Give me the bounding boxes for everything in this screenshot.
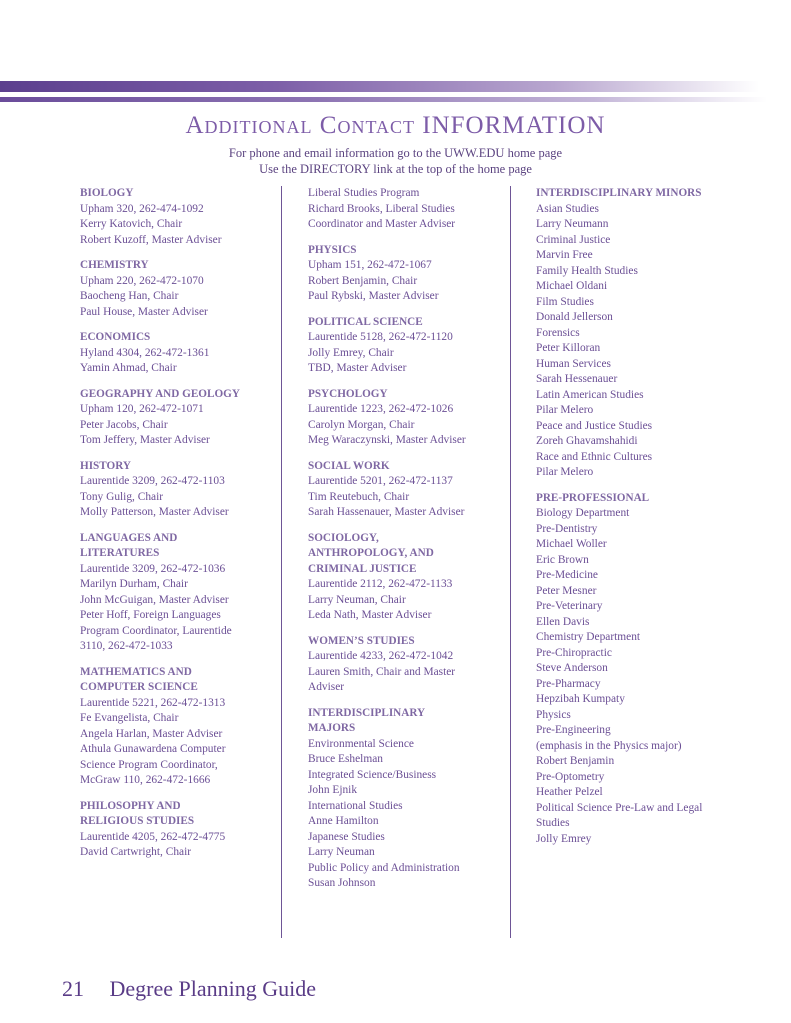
contact-line: Steve Anderson xyxy=(536,662,608,674)
contact-line: Laurentide 2112, 262-472-1133 xyxy=(308,578,453,590)
section-heading: GEOGRAPHY AND GEOLOGY xyxy=(80,387,240,400)
contact-line: Family Health Studies xyxy=(536,264,638,277)
section-heading: HISTORY xyxy=(80,459,132,472)
contact-line: Jolly Emrey, Chair xyxy=(308,346,394,359)
header-band-top xyxy=(0,81,791,92)
column-divider-2 xyxy=(510,186,511,938)
contact-line: Robert Benjamin xyxy=(536,755,615,767)
contact-line: Political Science Pre-Law and Legal xyxy=(536,801,703,814)
contact-line: Eric Brown xyxy=(536,553,589,566)
contact-line: McGraw 110, 262-472-1666 xyxy=(80,774,211,786)
contact-line: Michael Oldani xyxy=(536,280,608,292)
contact-line: Peter Mesner xyxy=(536,584,597,597)
contact-line: 3110, 262-472-1033 xyxy=(80,640,173,652)
contact-line: Tim Reutebuch, Chair xyxy=(308,490,410,503)
contact-line: TBD, Master Adviser xyxy=(308,362,407,374)
contact-line: Tom Jeffery, Master Adviser xyxy=(80,434,210,446)
contact-section xyxy=(536,491,746,848)
contact-section xyxy=(308,459,508,521)
contact-line: Larry Neumann xyxy=(536,218,609,230)
contact-line: Hepzibah Kumpaty xyxy=(536,693,625,705)
contact-line: Upham 220, 262-472-1070 xyxy=(80,274,204,287)
section-heading: PSYCHOLOGY xyxy=(308,387,388,400)
section-heading: LITERATURES xyxy=(80,547,160,559)
contact-line: Japanese Studies xyxy=(308,830,385,843)
contact-line: Leda Nath, Master Adviser xyxy=(308,609,432,621)
contact-line: Film Studies xyxy=(536,295,594,308)
contact-line: Marvin Free xyxy=(536,249,593,261)
contact-line: Tony Gulig, Chair xyxy=(80,490,164,503)
contact-line: Pre-Veterinary xyxy=(536,600,603,612)
contact-line: Pilar Melero xyxy=(536,404,594,416)
contact-line: Anne Hamilton xyxy=(308,815,379,827)
section-heading: BIOLOGY xyxy=(80,187,134,199)
contact-line: Richard Brooks, Liberal Studies xyxy=(308,202,455,215)
contact-line: Ellen Davis xyxy=(536,615,590,628)
contact-section xyxy=(80,799,280,861)
contact-line: (emphasis in the Physics major) xyxy=(536,739,682,752)
page-title: Additional Contact INFORMATION xyxy=(185,112,606,139)
contact-line: Pre-Dentistry xyxy=(536,522,598,535)
contact-section xyxy=(308,706,508,892)
contact-line: Laurentide 4205, 262-472-4775 xyxy=(80,830,226,843)
contact-line: Adviser xyxy=(308,681,345,693)
section-heading: INTERDISCIPLINARY MINORS xyxy=(536,187,702,199)
contact-line: Pre-Medicine xyxy=(536,569,598,581)
contact-line: Laurentide 3209, 262-472-1103 xyxy=(80,475,225,487)
contact-line: Yamin Ahmad, Chair xyxy=(80,362,177,374)
page-footer xyxy=(62,976,316,1002)
section-heading: PHILOSOPHY AND xyxy=(80,799,181,812)
contact-line: Michael Woller xyxy=(536,538,607,550)
contact-line: Studies xyxy=(536,817,570,829)
contact-line: Peace and Justice Studies xyxy=(536,419,653,432)
contact-line: Public Policy and Administration xyxy=(308,861,460,874)
contact-line: Latin American Studies xyxy=(536,388,644,401)
section-heading: ECONOMICS xyxy=(80,331,151,343)
contact-line: Environmental Science xyxy=(308,737,414,750)
contact-line: Donald Jellerson xyxy=(536,311,613,323)
contact-section xyxy=(80,330,280,377)
contact-section xyxy=(308,315,508,377)
section-heading: COMPUTER SCIENCE xyxy=(80,681,198,693)
column-3 xyxy=(536,186,746,857)
section-heading: INTERDISCIPLINARY xyxy=(308,706,426,719)
contact-section xyxy=(80,665,280,789)
contact-line: Larry Neuman, Chair xyxy=(308,593,406,606)
contact-line: Chemistry Department xyxy=(536,631,641,643)
contact-line: Pre-Pharmacy xyxy=(536,677,601,690)
contact-line: Meg Waraczynski, Master Adviser xyxy=(308,434,466,446)
contact-line: Science Program Coordinator, xyxy=(80,758,218,771)
contact-line: International Studies xyxy=(308,799,403,812)
contact-line: Zoreh Ghavamshahidi xyxy=(536,435,638,447)
contact-section xyxy=(80,186,280,248)
contact-line: Hyland 4304, 262-472-1361 xyxy=(80,346,210,359)
contact-line: Upham 320, 262-474-1092 xyxy=(80,202,204,215)
contact-line: Laurentide 1223, 262-472-1026 xyxy=(308,403,454,415)
contact-line: Sarah Hassenauer, Master Adviser xyxy=(308,506,465,518)
contact-line: Laurentide 5201, 262-472-1137 xyxy=(308,475,453,487)
header-band-bottom xyxy=(0,97,791,102)
contact-line: Kerry Katovich, Chair xyxy=(80,218,183,230)
column-2 xyxy=(308,186,508,902)
contact-line: Baocheng Han, Chair xyxy=(80,290,179,302)
contact-line: Pre-Chiropractic xyxy=(536,646,612,659)
contact-line: Athula Gunawardena Computer xyxy=(80,743,226,755)
contact-line: Robert Benjamin, Chair xyxy=(308,274,418,287)
section-heading: SOCIOLOGY, xyxy=(308,531,379,544)
section-heading: CHEMISTRY xyxy=(80,259,149,271)
section-heading: RELIGIOUS STUDIES xyxy=(80,815,195,827)
contact-line: Angela Harlan, Master Adviser xyxy=(80,727,223,740)
contact-line: Peter Killoran xyxy=(536,342,601,354)
contact-section xyxy=(80,531,280,655)
contact-line: Paul Rybski, Master Adviser xyxy=(308,290,439,302)
contact-line: Marilyn Durham, Chair xyxy=(80,578,188,590)
contact-line: Pre-Engineering xyxy=(536,724,611,736)
section-heading: CRIMINAL JUSTICE xyxy=(308,562,417,575)
contact-line: Susan Johnson xyxy=(308,877,376,889)
contact-line: Biology Department xyxy=(536,507,630,519)
contact-line: Peter Jacobs, Chair xyxy=(80,418,168,431)
section-heading: MATHEMATICS AND xyxy=(80,665,192,678)
section-heading: LANGUAGES AND xyxy=(80,531,178,544)
contact-section xyxy=(80,387,280,449)
contact-line: Upham 151, 262-472-1067 xyxy=(308,259,432,271)
contact-line: John Ejnik xyxy=(308,784,358,796)
section-heading: MAJORS xyxy=(308,722,356,734)
column-divider-1 xyxy=(281,186,282,938)
contact-section xyxy=(80,258,280,320)
contact-line: Physics xyxy=(536,708,571,721)
contact-line: David Cartwright, Chair xyxy=(80,846,192,858)
contact-section xyxy=(308,186,508,233)
contact-line: Integrated Science/Business xyxy=(308,768,437,781)
contact-line: Bruce Eshelman xyxy=(308,753,383,765)
contact-line: Upham 120, 262-472-1071 xyxy=(80,403,204,415)
contact-line: Race and Ethnic Cultures xyxy=(536,450,653,463)
contact-line: Liberal Studies Program xyxy=(308,187,420,199)
contact-section xyxy=(308,387,508,449)
contact-line: Laurentide 5128, 262-472-1120 xyxy=(308,331,453,343)
contact-line: Paul House, Master Adviser xyxy=(80,305,208,318)
contact-line: Asian Studies xyxy=(536,202,599,215)
section-heading: SOCIAL WORK xyxy=(308,459,390,472)
contact-line: Peter Hoff, Foreign Languages xyxy=(80,609,221,621)
subtitle-line-2: Use the DIRECTORY link at the top of the home page xyxy=(259,162,532,176)
contact-section xyxy=(536,186,746,481)
contact-line: Pilar Melero xyxy=(536,466,594,478)
contact-section xyxy=(308,634,508,696)
contact-line: Larry Neuman xyxy=(308,846,375,858)
contact-line: Coordinator and Master Adviser xyxy=(308,218,456,230)
contact-line: Fe Evangelista, Chair xyxy=(80,712,179,724)
contact-line: Heather Pelzel xyxy=(536,786,603,798)
contact-line: Sarah Hessenauer xyxy=(536,373,618,385)
contact-line: Pre-Optometry xyxy=(536,770,605,783)
section-heading: POLITICAL SCIENCE xyxy=(308,315,423,328)
contact-line: Laurentide 3209, 262-472-1036 xyxy=(80,562,226,575)
section-heading: ANTHROPOLOGY, AND xyxy=(308,547,434,559)
section-heading: PHYSICS xyxy=(308,243,357,256)
contact-line: Forensics xyxy=(536,326,580,339)
contact-line: Molly Patterson, Master Adviser xyxy=(80,506,229,518)
contact-line: Carolyn Morgan, Chair xyxy=(308,418,415,431)
contact-line: Laurentide 4233, 262-472-1042 xyxy=(308,650,454,662)
footer-title: Degree Planning Guide xyxy=(109,976,316,1001)
contact-line: Robert Kuzoff, Master Adviser xyxy=(80,233,222,246)
contact-section xyxy=(308,531,508,624)
column-1 xyxy=(80,186,280,871)
contact-section xyxy=(308,243,508,305)
contact-line: Criminal Justice xyxy=(536,233,611,246)
contact-line: Human Services xyxy=(536,357,611,370)
contact-line: Jolly Emrey xyxy=(536,832,592,845)
contact-line: Lauren Smith, Chair and Master xyxy=(308,665,456,678)
contact-line: Laurentide 5221, 262-472-1313 xyxy=(80,696,226,709)
page-number: 21 xyxy=(62,976,84,1001)
contact-line: Program Coordinator, Laurentide xyxy=(80,624,232,637)
subtitle-line-1: For phone and email information go to the UWW.EDU home page xyxy=(228,146,563,160)
contact-section xyxy=(80,459,280,521)
section-heading: WOMEN’S STUDIES xyxy=(308,634,415,647)
contact-line: John McGuigan, Master Adviser xyxy=(80,593,229,606)
section-heading: PRE-PROFESSIONAL xyxy=(536,491,650,504)
